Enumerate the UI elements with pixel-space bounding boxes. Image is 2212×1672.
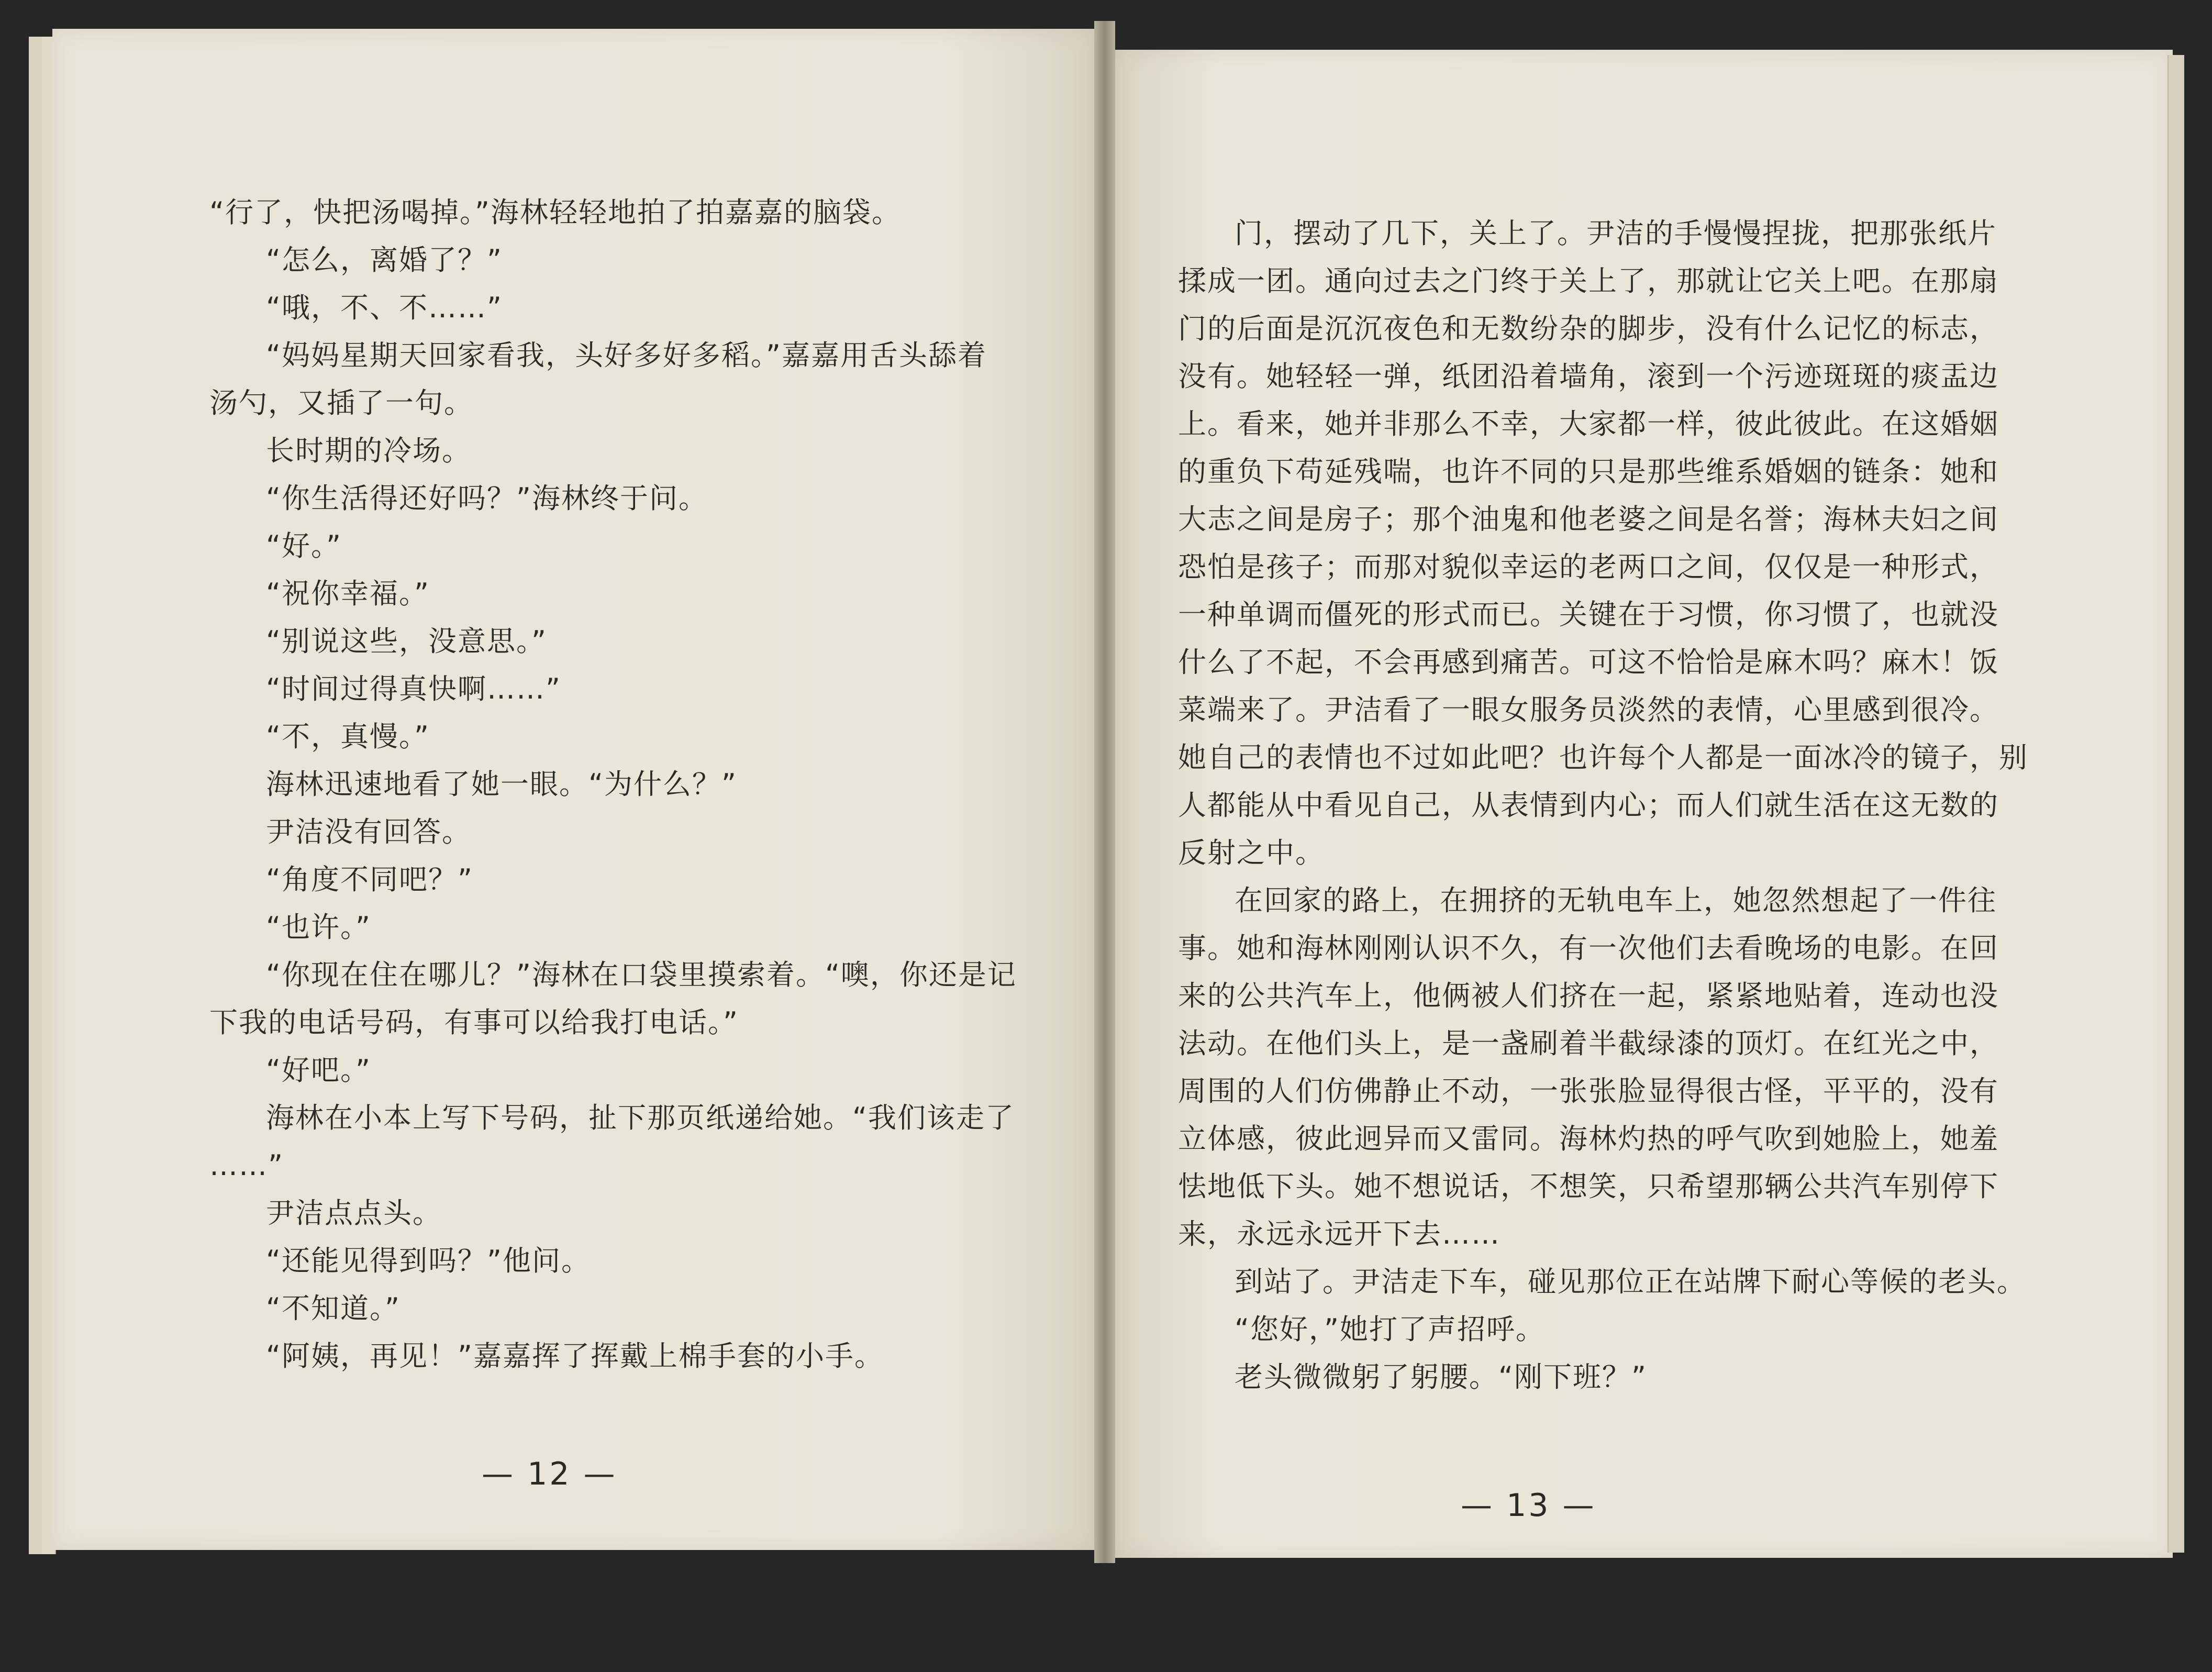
left-page-text-line: “怎么，离婚了？” [266, 243, 503, 276]
right-page-text-line: 事。她和海林刚刚认识不久，有一次他们去看晚场的电影。在回 [1178, 932, 1999, 965]
left-page-text-line: “别说这些，没意思。” [266, 625, 547, 658]
left-page-text-line: “阿姨，再见！”嘉嘉挥了挥戴上棉手套的小手。 [266, 1339, 884, 1372]
right-page-text [1178, 209, 2089, 1401]
left-page-text-line: “还能见得到吗？”他问。 [266, 1244, 591, 1277]
right-page-text-line: 到站了。尹洁走下车，碰见那位正在站牌下耐心等候的老头。 [1235, 1265, 2026, 1298]
left-page-text-line: “好。” [266, 529, 342, 562]
right-page-text-line: 门，摆动了几下，关上了。尹洁的手慢慢捏拢，把那张纸片 [1235, 217, 1997, 250]
left-page-text-line: “哦，不、不……” [266, 291, 503, 324]
right-page-text-line: 一种单调而僵死的形式而已。关键在于习惯，你习惯了，也就没 [1178, 598, 1999, 631]
right-page-text-line: 来，永远永远开下去…… [1178, 1217, 1500, 1250]
left-page-text-line: 长时期的冷场。 [266, 434, 471, 467]
left-page-text-line: 尹洁没有回答。 [266, 815, 471, 848]
right-page-text-line: 在回家的路上，在拥挤的无轨电车上，她忽然想起了一件往 [1235, 884, 1997, 917]
book-gutter [1094, 21, 1115, 1563]
left-page-text-line: “好吧。” [266, 1054, 371, 1087]
left-page-text-line: 海林迅速地看了她一眼。“为什么？” [266, 768, 737, 801]
right-page-text-line: 揉成一团。通向过去之门终于关上了，那就让它关上吧。在那扇 [1178, 264, 1999, 297]
left-page-number: — 12 — [482, 1456, 617, 1492]
right-page-text-line: 她自己的表情也不过如此吧？也许每个人都是一面冰冷的镜子，别 [1178, 741, 2028, 774]
left-page-text-line: “角度不同吧？” [266, 863, 473, 896]
left-page-text-line: 汤勺，又插了一句。 [209, 386, 473, 419]
right-page-number: — 13 — [1461, 1487, 1596, 1524]
left-page-text-line: “祝你幸福。” [266, 577, 430, 610]
right-page-text-line: 来的公共汽车上，他俩被人们挤在一起，紧紧地贴着，连动也没 [1178, 979, 1999, 1012]
left-page [52, 29, 1094, 1550]
right-page-text-line: 人都能从中看见自己，从表情到内心；而人们就生活在这无数的 [1178, 789, 1999, 822]
left-page-text-line: “也许。” [266, 911, 371, 944]
right-page-text-line: “您好，”她打了声招呼。 [1235, 1313, 1545, 1346]
left-page-text-line: “行了，快把汤喝掉。”海林轻轻地拍了拍嘉嘉的脑袋。 [209, 196, 901, 229]
left-page-text-line: “不知道。” [266, 1292, 401, 1325]
right-page-text-line: 立体感，彼此迥异而又雷同。海林灼热的呼气吹到她脸上，她羞 [1178, 1122, 1999, 1155]
left-page-text-line: ……” [209, 1149, 284, 1182]
right-page-text-line: 反射之中。 [1178, 836, 1325, 869]
right-page-text-line: 法动。在他们头上，是一盏刷着半截绿漆的顶灯。在红光之中， [1178, 1027, 1999, 1060]
left-page-text-line: 尹洁点点头。 [266, 1197, 442, 1230]
left-page-text-line: “时间过得真快啊……” [266, 672, 561, 705]
right-page-text-line: 门的后面是沉沉夜色和无数纷杂的脚步，没有什么记忆的标志， [1178, 312, 1999, 345]
right-page-text-line: 大志之间是房子；那个油鬼和他老婆之间是名誉；海林夫妇之间 [1178, 503, 1999, 536]
right-page-text-line: 的重负下苟延残喘，也许不同的只是那些维系婚姻的链条：她和 [1178, 455, 1999, 488]
left-page-text-line: 下我的电话号码，有事可以给我打电话。” [209, 1006, 739, 1039]
right-page-text-line: 周围的人们仿佛静止不动，一张张脸显得很古怪，平平的，没有 [1178, 1075, 1999, 1108]
left-page-text-line: “你现在住在哪儿？”海林在口袋里摸索着。“噢，你还是记 [266, 958, 1017, 991]
right-page-text-line: 上。看来，她并非那么不幸，大家都一样，彼此彼此。在这婚姻 [1178, 407, 1999, 440]
page-stack-edge-right [2167, 55, 2184, 1553]
right-page-text-line: 没有。她轻轻一弹，纸团沿着墙角，滚到一个污迹斑斑的痰盂边 [1178, 360, 1999, 393]
right-page-text-line: 老头微微躬了躬腰。“刚下班？” [1235, 1360, 1647, 1393]
right-page-text-line: 恐怕是孩子；而那对貌似幸运的老两口之间，仅仅是一种形式， [1178, 550, 1999, 583]
left-page-text-line: “不，真慢。” [266, 720, 430, 753]
right-page [1115, 50, 2173, 1558]
left-page-text-line: “你生活得还好吗？”海林终于问。 [266, 482, 708, 515]
left-page-text-line: “妈妈星期天回家看我，头好多好多稻。”嘉嘉用舌头舔着 [266, 339, 987, 372]
left-page-text-line: 海林在小本上写下号码，扯下那页纸递给她。“我们该走了 [266, 1101, 1015, 1134]
right-page-text-line: 菜端来了。尹洁看了一眼女服务员淡然的表情，心里感到很冷。 [1178, 693, 1999, 726]
right-page-text-line: 怯地低下头。她不想说话，不想笑，只希望那辆公共汽车别停下 [1178, 1170, 1999, 1203]
right-page-text-line: 什么了不起，不会再感到痛苦。可这不恰恰是麻木吗？麻木！饭 [1178, 646, 1999, 679]
left-page-text [209, 189, 1068, 1380]
